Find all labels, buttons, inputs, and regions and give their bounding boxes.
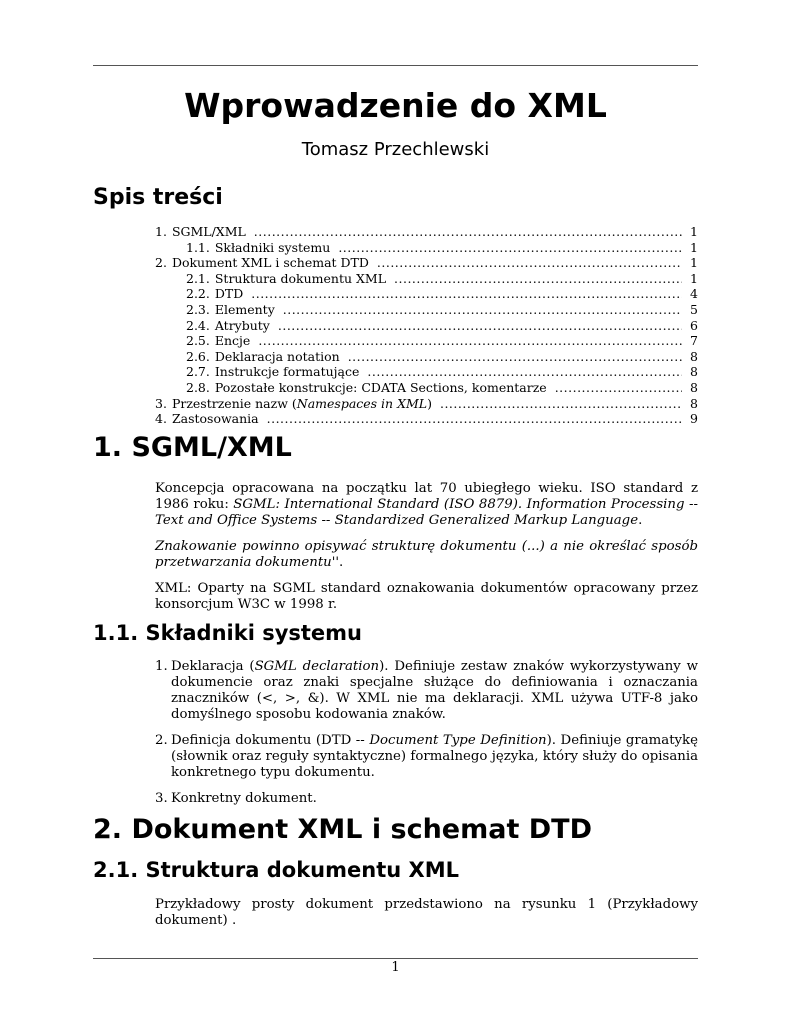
toc-entry-page: 8	[690, 379, 698, 395]
toc-entry[interactable]	[155, 349, 698, 365]
list-item	[155, 791, 698, 807]
toc-entry[interactable]	[155, 411, 698, 427]
toc-entry-label: Zastosowania	[171, 411, 259, 427]
toc-entry-label-pre: Przestrzenie nazw (	[171, 395, 297, 411]
toc-entry-number: 2.6.	[186, 348, 210, 364]
toc-leader	[251, 286, 682, 302]
list-item	[155, 659, 698, 723]
toc-entry[interactable]	[155, 302, 698, 318]
toc-entry-label	[172, 396, 432, 412]
toc-leader	[338, 240, 682, 256]
document-title: Wprowadzenie do XML	[184, 86, 607, 125]
toc-heading: Spis treści	[93, 185, 223, 210]
toc-entry-label: SGML/XML	[171, 224, 246, 239]
table-of-contents	[155, 224, 698, 427]
list-item-text	[171, 733, 698, 781]
toc-entry-label: Atrybuty	[214, 317, 270, 333]
paragraph: Przykładowy prosty dokument przedstawiono na rysunku 1 (Przykładowy dokument) .	[155, 897, 698, 928]
toc-entry[interactable]	[155, 255, 698, 271]
toc-entry-page: 1	[690, 239, 698, 255]
list-item-term: SGML declaration	[254, 659, 380, 674]
toc-entry-number: 2.5.	[186, 333, 210, 349]
list-item-text-post: ). Definiuje zestaw znaków wykorzystywany w dokumencie oraz znaki specjalne służące do definiowania i oznaczania znaczników (<, >, &). W XML nie ma deklaracji. XML używa UTF-8 jako domyślnego sposobu kodowania znaków.	[171, 659, 698, 722]
toc-entry-page: 6	[690, 317, 698, 333]
toc-leader	[440, 396, 682, 412]
toc-entry-label: Dokument XML i schemat DTD	[171, 255, 369, 271]
toc-entry-label: Elementy	[214, 301, 275, 317]
toc-entry-number: 2.4.	[186, 317, 210, 333]
ordered-list	[155, 659, 698, 817]
quote-paragraph	[155, 539, 698, 571]
toc-leader	[258, 333, 682, 349]
list-item	[155, 733, 698, 781]
toc-entry-page: 9	[690, 411, 698, 427]
quote-text: Znakowanie powinno opisywać strukturę dokumentu (...) a nie określać sposób przetwarzania dokumentu	[155, 539, 698, 570]
standard-title: SGML: International Standard (ISO 8879). Information Processing -- Text and Office Systems -- Standardized Generalized Markup Language	[155, 497, 698, 528]
toc-entry-page: 1	[690, 270, 698, 286]
toc-entry-page: 8	[690, 395, 698, 411]
list-item-text-pre: Definicja dokumentu (DTD --	[171, 733, 370, 748]
toc-leader	[377, 255, 682, 271]
toc-entry[interactable]	[155, 333, 698, 349]
toc-entry-label: Instrukcje formatujące	[214, 364, 360, 380]
paragraph-end: .	[638, 513, 643, 528]
toc-entry-number: 2.2.	[186, 286, 210, 302]
bottom-rule	[93, 958, 698, 959]
toc-entry-number: 4.	[155, 411, 167, 427]
toc-entry-number: 2.7.	[186, 364, 210, 380]
paragraph	[155, 481, 698, 529]
list-item-number: 1.	[155, 659, 168, 674]
list-item-term: Document Type Definition	[369, 733, 547, 748]
toc-leader	[348, 349, 682, 365]
toc-entry-number: 2.1.	[186, 270, 210, 286]
toc-leader	[254, 224, 682, 240]
toc-entry-label-post: )	[427, 395, 432, 411]
section-heading-2-1: 2.1. Struktura dokumentu XML	[93, 858, 459, 882]
toc-entry-label: Pozostałe konstrukcje: CDATA Sections, komentarze	[214, 379, 547, 395]
toc-entry-number: 2.	[155, 255, 167, 271]
toc-entry-number: 1.1.	[186, 239, 210, 255]
toc-entry-number: 1.	[155, 224, 167, 239]
section-heading-1-1: 1.1. Składniki systemu	[93, 621, 363, 645]
section-heading-1: 1. SGML/XML	[93, 432, 292, 463]
toc-entry-label: Składniki systemu	[214, 239, 331, 255]
toc-entry[interactable]	[155, 364, 698, 380]
toc-entry[interactable]	[155, 396, 698, 412]
paragraph-text: Koncepcja opracowana na początku lat 70 ubiegłego wieku. ISO standard z 1986 roku:	[155, 481, 698, 512]
section-1-body	[155, 481, 698, 623]
toc-entry[interactable]	[155, 318, 698, 334]
toc-entry-label-emphasis: Namespaces in XML	[296, 395, 428, 411]
toc-entry-page: 4	[690, 286, 698, 302]
top-rule	[93, 65, 698, 66]
toc-leader	[367, 364, 682, 380]
toc-entry[interactable]	[155, 224, 698, 240]
list-item-text	[171, 791, 698, 807]
document-author: Tomasz Przechlewski	[301, 139, 490, 160]
section-2-1-body	[155, 897, 698, 939]
paragraph: XML: Oparty na SGML standard oznakowania dokumentów opracowany przez konsorcjum W3C w 1998 r.	[155, 581, 698, 612]
list-item-text-pre: Deklaracja (	[171, 659, 255, 674]
toc-entry-number: 3.	[155, 395, 167, 411]
quote-end: ''.	[331, 555, 344, 570]
toc-entry-label: Encje	[214, 333, 251, 349]
toc-entry-number: 2.8.	[186, 379, 210, 395]
toc-leader	[283, 302, 682, 318]
list-item-text-post: ). Definiuje gramatykę (słownik oraz reguły syntaktyczne) formalnego języka, który służy do opisania konkretnego typu dokumentu.	[171, 733, 698, 780]
toc-leader	[555, 380, 682, 396]
toc-entry-label: Struktura dokumentu XML	[214, 270, 387, 286]
toc-leader	[278, 318, 682, 334]
toc-entry-page: 1	[690, 255, 698, 271]
list-item-text-pre: Konkretny dokument.	[171, 791, 317, 806]
toc-entry-label: DTD	[214, 286, 244, 302]
toc-entry[interactable]	[155, 240, 698, 256]
toc-entry[interactable]	[155, 271, 698, 287]
toc-entry-label: Deklaracja notation	[214, 348, 340, 364]
list-item-number: 3.	[155, 791, 168, 806]
toc-leader	[394, 271, 682, 287]
toc-entry-number: 2.3.	[186, 301, 210, 317]
toc-entry-page: 8	[690, 364, 698, 380]
toc-entry-page: 1	[690, 224, 698, 239]
toc-entry-page: 5	[690, 301, 698, 317]
section-heading-2: 2. Dokument XML i schemat DTD	[93, 814, 593, 845]
toc-entry[interactable]	[155, 380, 698, 396]
list-item-text	[171, 659, 698, 723]
page-number: 1	[391, 960, 400, 975]
list-item-number: 2.	[155, 733, 168, 748]
toc-leader	[267, 411, 682, 427]
toc-entry[interactable]	[155, 286, 698, 302]
toc-entry-page: 7	[690, 333, 698, 349]
toc-entry-page: 8	[690, 348, 698, 364]
